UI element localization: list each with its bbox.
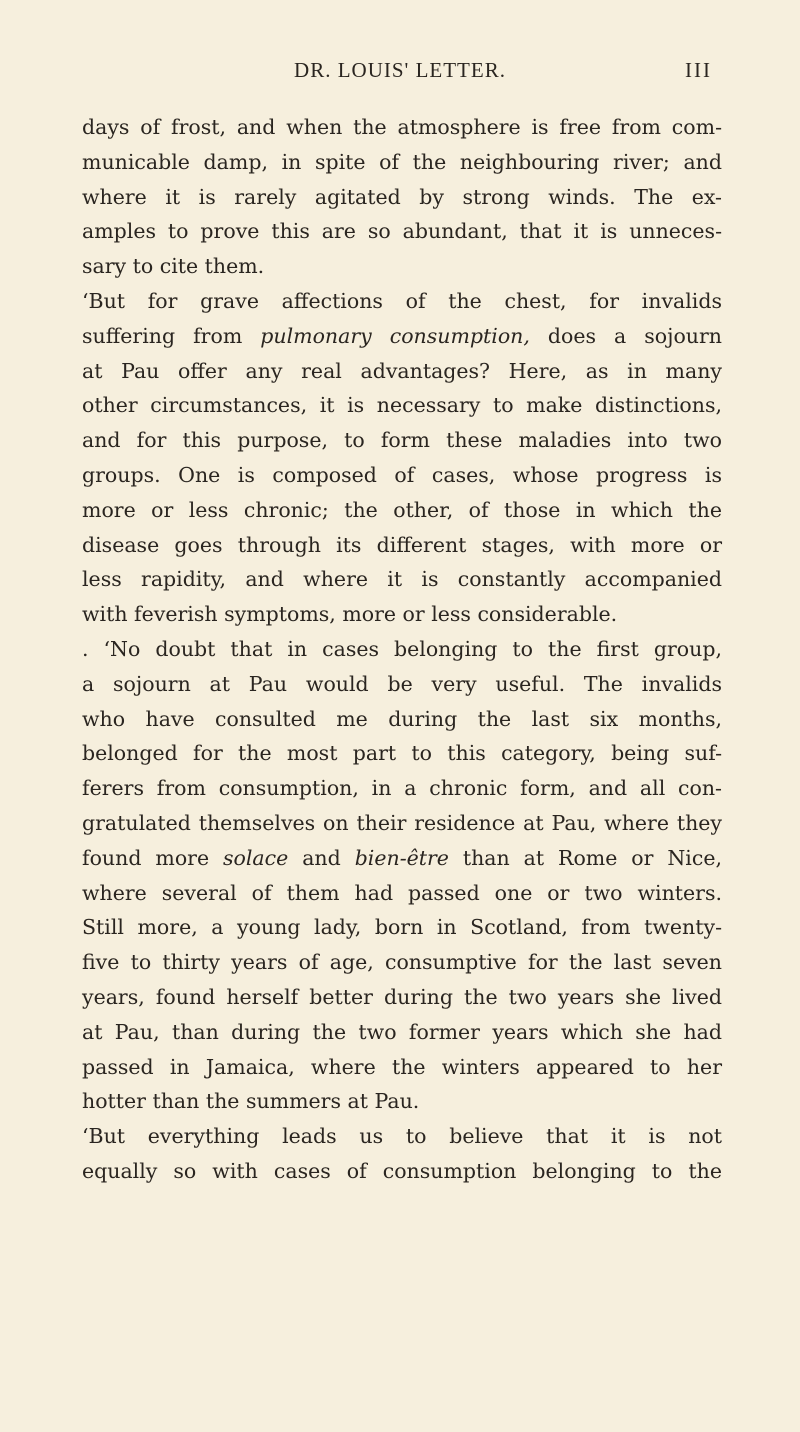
text-run: found more	[82, 845, 224, 870]
text-run: does a sojourn	[529, 323, 722, 348]
text-line	[82, 980, 722, 1015]
text-line	[82, 736, 722, 771]
text-line	[82, 388, 722, 423]
text-run: ferers from consumption, in a chronic form, and all con-	[82, 776, 722, 801]
text-line	[82, 1015, 722, 1050]
text-line	[82, 458, 722, 493]
text-run: equally so with cases of consumption belonging to the	[82, 1158, 722, 1183]
text-run: sary to cite them.	[82, 254, 265, 279]
text-run: ‘But for grave affections of the chest, for invalids	[82, 288, 722, 313]
text-line	[82, 945, 722, 980]
text-line	[82, 110, 722, 145]
text-line	[82, 214, 722, 249]
text-run: where several of them had passed one or two winters.	[82, 880, 722, 905]
text-run: suffering from	[82, 323, 261, 348]
italic-text: pulmonary consumption,	[260, 323, 530, 348]
text-run: five to thirty years of age, consumptive for the last seven	[82, 950, 722, 975]
text-run: passed in Jamaica, where the winters appeared to her	[82, 1054, 722, 1079]
text-run: disease goes through its different stages, with more or	[82, 532, 722, 557]
text-run: with feverish symptoms, more or less considerable.	[82, 602, 618, 627]
text-run: where it is rarely agitated by strong winds. The ex-	[82, 184, 722, 209]
text-run: . ‘No doubt that in cases belonging to the first group,	[82, 636, 722, 661]
text-run: than at Rome or Nice,	[448, 845, 722, 870]
text-line	[82, 354, 722, 389]
text-run: belonged for the most part to this category, being suf-	[82, 741, 722, 766]
text-run: and for this purpose, to form these maladies into two	[82, 428, 722, 453]
italic-text: solace	[223, 845, 289, 870]
text-run: groups. One is composed of cases, whose progress is	[82, 462, 722, 487]
text-run: days of frost, and when the atmosphere is free from com-	[82, 115, 722, 139]
page-number: III	[685, 58, 712, 82]
text-line	[82, 284, 722, 319]
text-line	[82, 493, 722, 528]
text-line	[82, 249, 722, 284]
text-run: who have consulted me during the last six months,	[82, 706, 722, 731]
text-line	[82, 1050, 722, 1085]
text-line	[82, 806, 722, 841]
text-run: municable damp, in spite of the neighbouring river; and	[82, 149, 722, 174]
text-run: years, found herself better during the two years she lived	[82, 984, 722, 1009]
text-run: amples to prove this are so abundant, that it is unneces-	[82, 219, 722, 244]
text-line	[82, 632, 722, 667]
text-line	[82, 1154, 722, 1189]
running-title: DR. LOUIS' LETTER.	[294, 58, 506, 82]
text-run: a sojourn at Pau would be very useful. The invalids	[82, 671, 722, 696]
body-text	[82, 110, 722, 1189]
text-run: hotter than the summers at Pau.	[82, 1089, 420, 1114]
text-run: gratulated themselves on their residence at Pau, where they	[82, 810, 722, 835]
italic-text: bien-être	[354, 845, 449, 870]
text-run: less rapidity, and where it is constantly accompanied	[82, 567, 722, 592]
text-line	[82, 841, 722, 876]
text-run: Still more, a young lady, born in Scotland, from twenty-	[82, 915, 722, 940]
text-line	[82, 910, 722, 945]
text-line	[82, 319, 722, 354]
text-line	[82, 771, 722, 806]
text-line	[82, 876, 722, 911]
text-line	[82, 702, 722, 737]
text-run: other circumstances, it is necessary to make distinctions,	[82, 393, 722, 418]
text-run: more or less chronic; the other, of those in which the	[82, 497, 722, 522]
running-head	[0, 58, 800, 90]
text-line	[82, 562, 722, 597]
text-line	[82, 180, 722, 215]
text-run: at Pau offer any real advantages? Here, as in many	[82, 358, 722, 383]
text-run: ‘But everything leads us to believe that it is not	[82, 1124, 722, 1149]
text-line	[82, 1084, 722, 1119]
text-line	[82, 145, 722, 180]
text-line	[82, 423, 722, 458]
text-line	[82, 667, 722, 702]
text-run: at Pau, than during the two former years which she had	[82, 1019, 722, 1044]
text-line	[82, 597, 722, 632]
text-line	[82, 1119, 722, 1154]
text-line	[82, 528, 722, 563]
text-run: and	[288, 845, 355, 870]
